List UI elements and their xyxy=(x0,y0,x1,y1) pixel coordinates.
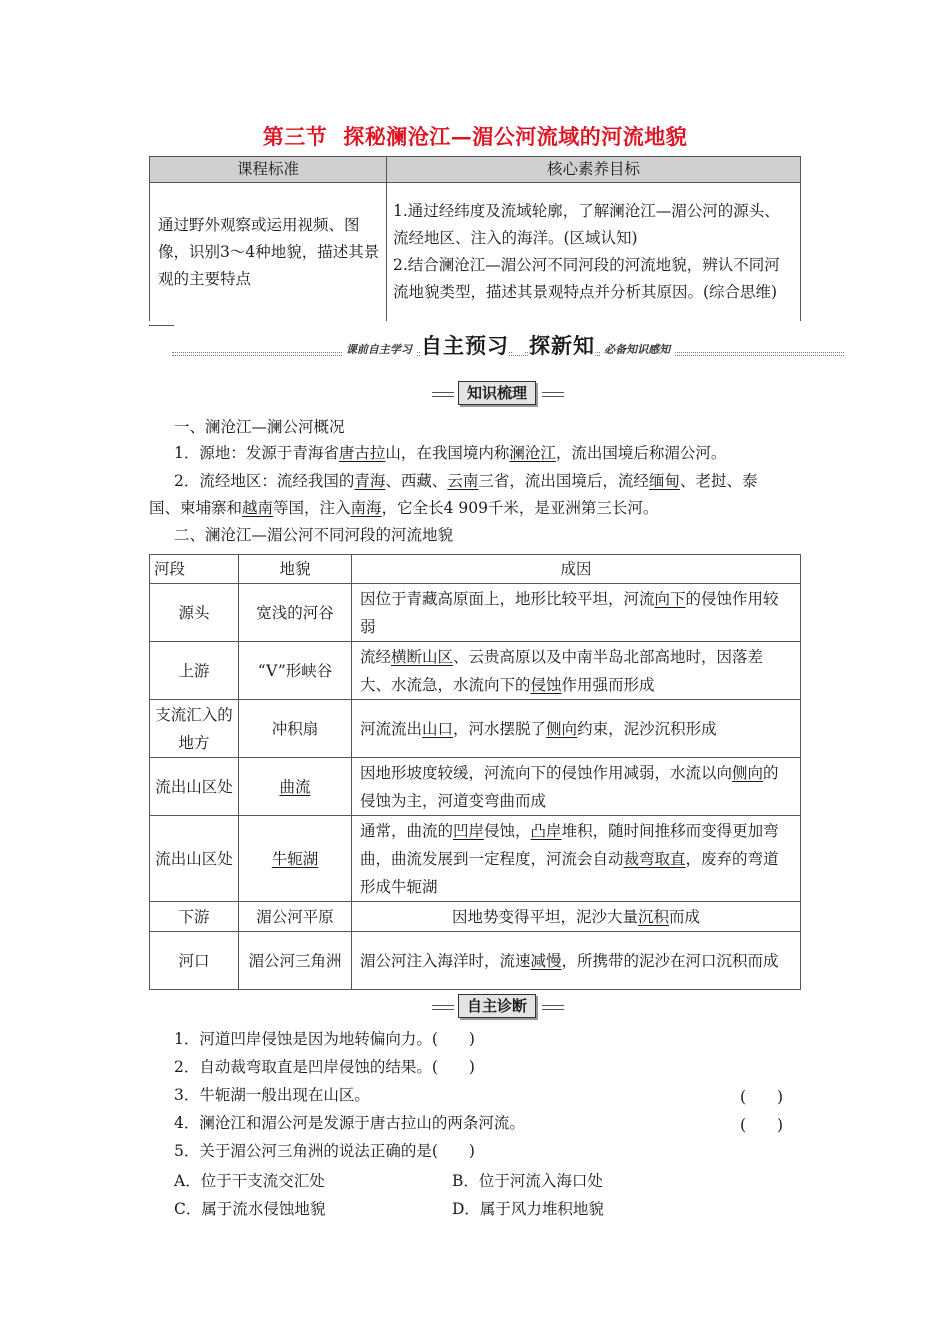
option-c: C．属于流水侵蚀地貌 xyxy=(174,1200,326,1218)
overview-heading: 一、澜沧江—澜公河概况 xyxy=(174,418,345,436)
section-title: 探秘澜沧江—湄公河流域的河流地貌 xyxy=(343,124,688,149)
knowledge-badge-label: 知识梳理 xyxy=(458,381,536,405)
cause-cell: 通常，曲流的凹岸侵蚀，凸岸堆积，随时间推移而变得更加弯曲，曲流发展到一定程度，河流会自动裁弯取直，废弃的弯道形成牛轭湖 xyxy=(352,816,801,902)
banner-right-label: 必备知识感知 xyxy=(600,343,674,356)
page-title xyxy=(0,121,950,151)
question-3: 3．牛轭湖一般出现在山区。 xyxy=(174,1086,370,1104)
curriculum-standard-text: 通过野外观察或运用视频、图像，识别3～4种地貌，描述其景观的主要特点 xyxy=(150,183,387,322)
preview-banner xyxy=(172,330,844,362)
landform-table xyxy=(149,554,801,990)
landform-cell: 曲流 xyxy=(239,758,352,816)
question-5: 5．关于湄公河三角洲的说法正确的是( ) xyxy=(174,1142,475,1160)
cause-cell: 因位于青藏高原面上，地形比较平坦，河流向下的侵蚀作用较弱 xyxy=(352,584,801,642)
segment-cell: 流出山区处 xyxy=(150,816,239,902)
table-row xyxy=(150,555,801,584)
cause-cell: 因地形坡度较缓，河流向下的侵蚀作用减弱，水流以向侧向的侵蚀为主，河道变弯曲而成 xyxy=(352,758,801,816)
option-d: D．属于风力堆积地貌 xyxy=(452,1200,604,1218)
segment-cell: 源头 xyxy=(150,584,239,642)
segment-cell: 河口 xyxy=(150,932,239,990)
badge-bar-left xyxy=(432,1005,454,1010)
banner-title-1: 自主预习 xyxy=(421,334,509,358)
diagnosis-badge-label: 自主诊断 xyxy=(458,994,536,1018)
standards-header-curriculum: 课程标准 xyxy=(150,157,387,183)
table-row xyxy=(150,932,801,990)
table-divider xyxy=(149,325,174,326)
competency-goal-1: 1.通过经纬度及流域轮廓，了解澜沧江—湄公河的源头、流经地区、注入的海洋。(区域认知) xyxy=(393,202,780,247)
landform-cell: 宽浅的河谷 xyxy=(239,584,352,642)
cause-cell: 河流流出山口，河水摆脱了侧向约束，泥沙沉积形成 xyxy=(352,700,801,758)
flow-paragraph-line1: 2．流经地区：流经我国的青海、西藏、云南三省，流出国境后，流经缅甸、老挝、泰 xyxy=(174,472,758,490)
landform-cell: 冲积扇 xyxy=(239,700,352,758)
question-2: 2．自动裁弯取直是凹岸侵蚀的结果。( ) xyxy=(174,1058,475,1076)
question-4: 4．澜沧江和湄公河是发源于唐古拉山的两条河流。 xyxy=(174,1114,525,1132)
standards-table xyxy=(149,156,801,321)
segment-cell: 支流汇入的地方 xyxy=(150,700,239,758)
segment-cell: 下游 xyxy=(150,902,239,932)
table-row xyxy=(150,816,801,902)
table-row xyxy=(150,584,801,642)
knowledge-badge xyxy=(432,381,562,405)
banner-title-2: 探新知 xyxy=(529,334,595,358)
answer-blank[interactable]: ( ) xyxy=(740,1116,784,1134)
cause-cell: 流经横断山区、云贵高原以及中南半岛北部高地时，因落差大、水流急，水流向下的侵蚀作用强而形成 xyxy=(352,642,801,700)
segment-cell: 流出山区处 xyxy=(150,758,239,816)
chevron-right-icon: » xyxy=(511,339,527,355)
standards-header-competency: 核心素养目标 xyxy=(387,157,801,183)
diagnosis-badge xyxy=(432,994,562,1018)
answer-blank[interactable]: ( ) xyxy=(740,1088,784,1106)
header-cause: 成因 xyxy=(352,555,801,584)
section-number: 第三节 xyxy=(262,124,328,149)
cause-cell: 因地势变得平坦，泥沙大量沉积而成 xyxy=(352,902,801,932)
header-segment: 河段 xyxy=(150,555,239,584)
option-b: B．位于河流入海口处 xyxy=(452,1172,603,1190)
landform-heading: 二、澜沧江—湄公河不同河段的河流地貌 xyxy=(174,526,454,544)
cause-cell: 湄公河注入海洋时，流速减慢，所携带的泥沙在河口沉积而成 xyxy=(352,932,801,990)
badge-bar-right xyxy=(542,392,564,397)
competency-goals-cell xyxy=(387,183,801,322)
header-landform: 地貌 xyxy=(239,555,352,584)
table-row xyxy=(150,758,801,816)
competency-goal-2: 2.结合澜沧江—湄公河不同河段的河流地貌，辨认不同河流地貌类型，描述其景观特点并分析其原因。(综合思维) xyxy=(393,256,780,301)
table-row xyxy=(150,902,801,932)
table-row xyxy=(150,700,801,758)
landform-cell: 湄公河平原 xyxy=(239,902,352,932)
banner-left-label: 课前自主学习 xyxy=(342,343,416,356)
landform-cell: “V”形峡谷 xyxy=(239,642,352,700)
table-row xyxy=(150,642,801,700)
question-1: 1．河道凹岸侵蚀是因为地转偏向力。( ) xyxy=(174,1030,475,1048)
flow-paragraph-line2: 国、柬埔寨和越南等国，注入南海，它全长4 909千米，是亚洲第三长河。 xyxy=(149,499,659,517)
segment-cell: 上游 xyxy=(150,642,239,700)
source-paragraph: 1．源地：发源于青海省唐古拉山，在我国境内称澜沧江，流出国境后称湄公河。 xyxy=(174,444,727,462)
landform-cell: 湄公河三角洲 xyxy=(239,932,352,990)
option-a: A．位于干支流交汇处 xyxy=(174,1172,325,1190)
landform-cell: 牛轭湖 xyxy=(239,816,352,902)
badge-bar-right xyxy=(542,1005,564,1010)
badge-bar-left xyxy=(432,392,454,397)
